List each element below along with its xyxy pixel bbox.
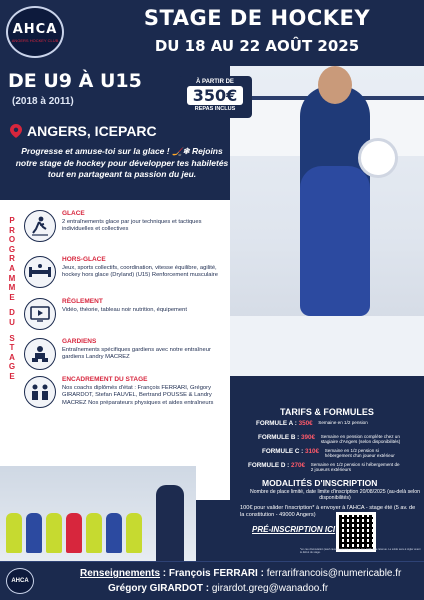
age-range: DE U9 À U15 [8,70,142,92]
formule-desc: Semaine en 1/2 pension [318,420,368,425]
item-text: 2 entraînements glace par jour techniques et tactiques individuelles et collectives [62,219,202,233]
deposit-text: 100€ pour valider l'inscription* à envoyer à l'AHCA - stage été (5 av. de la constitution - 49000 Angers) [240,505,416,518]
formule-desc: Semaine en 1/2 pension si hébergement d'un joueur extérieur [324,448,395,459]
programme-item-reglement [24,298,229,334]
player-figure [26,513,42,553]
item-text: Nos coachs diplômés d'état : François FERRARI, Grégory GIRARDOT, Stefan FAUVEL, Bertrand POUSSE & Landry MACREZ Nos préparateurs physiques et aides entraîneurs [62,385,214,406]
logo-subtext: ANGERS HOCKEY CLUB [11,37,59,43]
formule-label: FORMULE D : [248,462,292,469]
price-value: 350€ [187,86,244,105]
programme-item-glace [24,210,229,250]
formule-label: FORMULE A : [256,420,299,427]
programme-vertical-label [4,216,20,382]
formule-desc: Semaine en 1/2 pension si hébergement de 2 joueurs extérieurs [310,462,400,473]
qr-code[interactable] [336,512,376,552]
formule-b [258,434,409,444]
vertical-letter: A [9,263,15,273]
club-logo [6,6,64,58]
video-icon [24,298,56,330]
birth-years: (2018 à 2011) [12,96,74,107]
programme-item-encadrement [24,376,229,436]
formule-price: 270€ [291,462,306,469]
formule-a [256,420,368,427]
item-title: HORS-GLACE [62,256,106,263]
footer [0,561,424,600]
dryland-icon [24,256,56,288]
player-figure [46,513,62,553]
programme-item-hors-glace [24,256,229,296]
vertical-letter: D [9,308,15,318]
formule-d [248,462,403,472]
item-text: Entraînements spécifiques gardiens avec notre entraîneur gardiens Landry MACREZ [62,347,211,361]
vertical-letter: R [9,254,15,264]
formule-desc: Semaine en pension complète chez un stagiaire d'Angers (selon disponibilités) [320,434,401,445]
stage-dates: DU 18 AU 22 AOÛT 2025 [154,37,360,55]
tarifs-title: TARIFS & FORMULES [280,407,374,417]
ice-surface [230,316,424,376]
formule-price: 390€ [301,434,316,441]
location [10,123,157,139]
vertical-letter: G [8,244,16,254]
header [0,0,424,66]
vertical-letter: A [9,352,15,362]
modalites-title: MODALITÉS D'INSCRIPTION [262,478,378,488]
formule-price: 350€ [298,420,313,427]
formule-c [262,448,407,458]
player-helmet [358,138,398,178]
coach-head [318,66,352,104]
formule-label: FORMULE C : [262,448,306,455]
contact-line-2: Grégory GIRARDOT : girardot.greg@wanadoo.fr [108,583,329,594]
contact-email[interactable]: ferrarifrancois@numericable.fr [266,568,402,579]
vertical-letter: M [8,283,16,293]
skater-icon [24,210,56,242]
player-figure [6,513,22,553]
contact-name: François FERRARI [168,568,258,579]
player-figure [106,513,122,553]
renseignements-label: Renseignements [80,568,161,579]
vertical-letter: M [8,273,16,283]
vertical-letter: U [9,317,15,327]
vertical-letter: O [8,235,16,245]
vertical-letter: E [9,371,15,381]
item-title: RÈGLEMENT [62,298,103,305]
vertical-letter: E [9,292,15,302]
tagline: Progresse et amuse-toi sur la glace ! 🏒❄ Rejoins notre stage de hockey pour développer tes habiletés tout en partageant ta passion du jeu. [15,146,229,179]
coach-figure [156,485,184,561]
player-figure [300,166,370,316]
coaches-icon [24,376,56,408]
contact-line-1: Renseignements : François FERRARI : ferrarifrancois@numericable.fr [80,568,402,579]
vertical-letter: P [9,216,15,225]
vertical-letter: R [9,225,15,235]
item-text: Vidéo, théorie, tableau noir nutrition, équipement [62,307,187,313]
item-title: GARDIENS [62,338,97,345]
price-prefix: À PARTIR DE [196,79,234,85]
item-text: Jeux, sports collectifs, coordination, vitesse équilibre, agilité, hockey hors glace (Dryland) (U15) Renforcement musculaire [62,265,218,279]
player-figure [86,513,102,553]
formule-label: FORMULE B : [258,434,302,441]
player-figure [126,513,142,553]
preinscription-link[interactable]: PRÉ-INSCRIPTION ICI [252,525,336,534]
formule-price: 310€ [305,448,320,455]
vertical-letter: T [9,343,15,353]
player-figure [66,513,82,553]
logo-text: AHCA [12,21,58,37]
modalites-text: Nombre de place limité, date limite d'inscription 20/08/2025 (au-delà selon disponibilités) [250,489,420,502]
contact-email[interactable]: girardot.greg@wanadoo.fr [211,583,329,594]
map-pin-icon [10,124,22,138]
price-suffix: REPAS INCLUS [194,106,236,112]
coach-and-player-photo [230,66,424,376]
location-text: ANGERS, ICEPARC [27,123,157,139]
vertical-letter: S [9,333,15,343]
goalie-icon [24,338,56,370]
footer-logo: AHCA [6,568,34,594]
item-title: GLACE [62,210,85,217]
contact-name: Grégory GIRARDOT [108,583,204,594]
item-title: ENCADREMENT DU STAGE [62,376,148,383]
team-photo [0,466,196,561]
price-badge [178,76,252,118]
programme-item-gardiens [24,338,229,374]
page-title: STAGE DE HOCKEY [143,6,371,30]
vertical-letter: G [8,362,16,372]
footnote: *en cas d'annulation (sauf cause majeure), la totalité des 100€ sera retenue. Le solde sera à régler avant le début du stage. [300,548,421,554]
